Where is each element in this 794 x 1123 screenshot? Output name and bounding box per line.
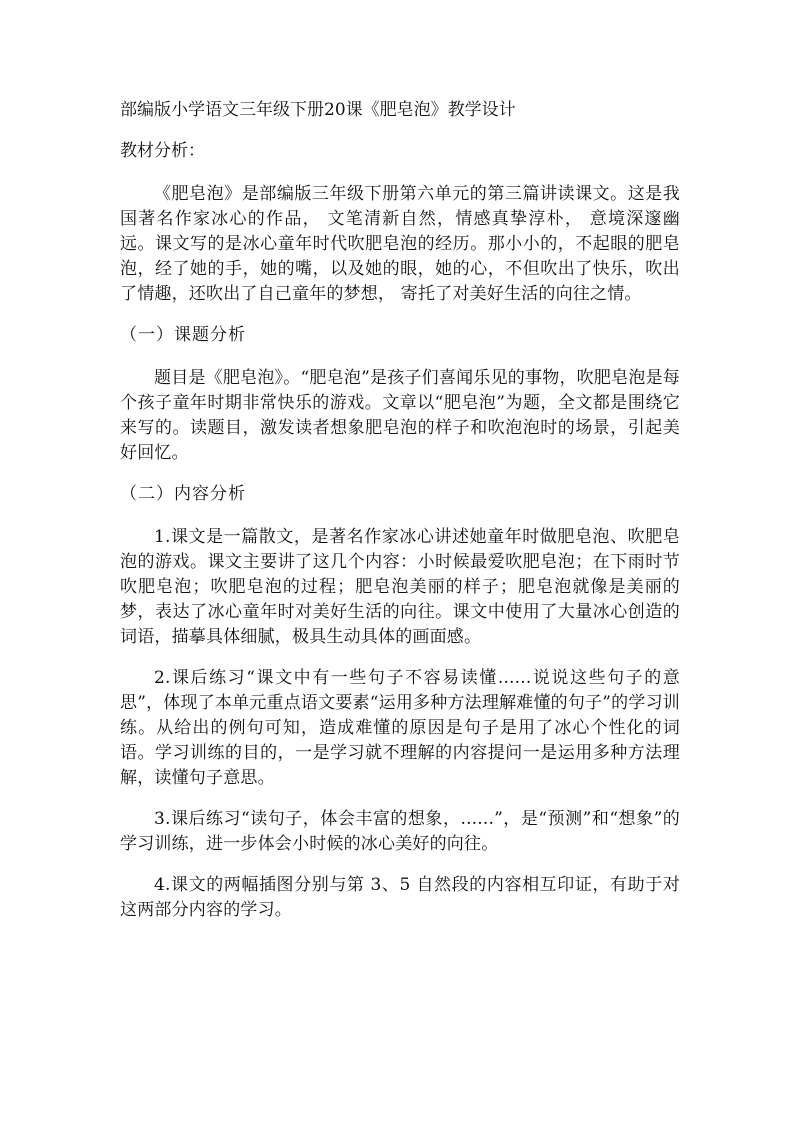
document-body [120, 98, 680, 939]
content-item-4: 4.课文的两幅插图分别与第 3、5 自然段的内容相互印证，有助于对这两部分内容的学习。 [120, 875, 680, 920]
section-title-topic-analysis: （一）课题分析 [120, 325, 246, 345]
document-title: 部编版小学语文三年级下册20课《肥皂泡》教学设计 [120, 100, 516, 120]
analysis-heading: 教材分析： [120, 141, 205, 161]
content-item-1: 1.课文是一篇散文，是著名作家冰心讲述她童年时做肥皂泡、吹肥皂泡的游戏。课文主要讲了这几个内容：小时候最爱吹肥皂泡；在下雨时节吹肥皂泡；吹肥皂泡的过程；肥皂泡美丽的样子；肥皂泡就像是美丽的梦，表达了冰心童年时对美好生活的向往。课文中使用了大量冰心创造的词语，描摹具体细腻，极具生动具体的画面感。 [120, 527, 680, 647]
content-item-2: 2.课后练习“课文中有一些句子不容易读懂......说说这些句子的意思”，体现了本单元重点语文要素“运用多种方法理解难懂的句子”的学习训练。从给出的例句可知，造成难懂的原因是句子是用了冰心个性化的词语。学习训练的目的，一是学习就不理解的内容提问一是运用多种方法理解，读懂句子意思。 [120, 668, 680, 788]
content-item-3: 3.课后练习“读句子，体会丰富的想象，......”，是“预测”和“想象”的学习训练，进一步体会小时候的冰心美好的向往。 [120, 809, 680, 854]
section-title-content-analysis: （二）内容分析 [120, 484, 246, 504]
topic-analysis-paragraph: 题目是《肥皂泡》。“肥皂泡”是孩子们喜闻乐见的事物，吹肥皂泡是每个孩子童年时期非常快乐的游戏。文章以“肥皂泡”为题，全文都是围绕它来写的。读题目，激发读者想象肥皂泡的样子和吹泡泡时的场景，引起美好回忆。 [120, 368, 680, 463]
intro-paragraph: 《肥皂泡》是部编版三年级下册第六单元的第三篇讲读课文。这是我国著名作家冰心的作品， 文笔清新自然，情感真挚淳朴， 意境深邃幽远。课文写的是冰心童年时代吹肥皂泡的经历。那小小的，不起眼的肥皂泡，经了她的手，她的嘴，以及她的眼，她的心，不但吹出了快乐，吹出了情趣，还吹出了自己童年的梦想， 寄托了对美好生活的向往之情。 [120, 184, 680, 304]
